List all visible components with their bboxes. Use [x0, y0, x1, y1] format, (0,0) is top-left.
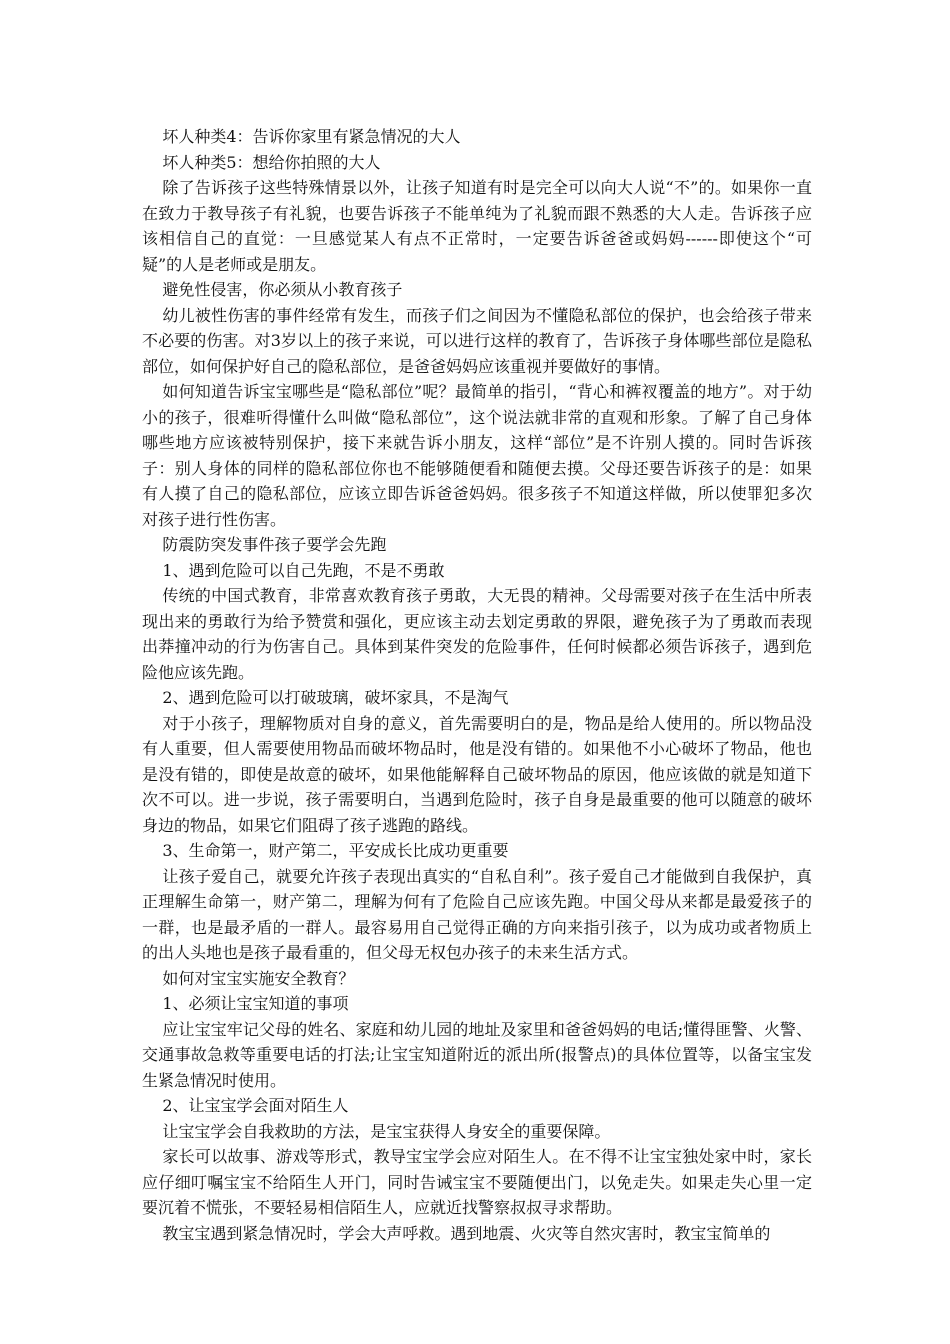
- paragraph: 坏人种类4：告诉你家里有紧急情况的大人: [162, 127, 461, 146]
- list-item-heading: 1、必须让宝宝知道的事项: [162, 994, 349, 1013]
- paragraph: 家长可以故事、游戏等形式，教导宝宝学会应对陌生人。在不得不让宝宝独处家中时，家长应仔细叮嘱宝宝不给陌生人开门，同时告诫宝宝不要随便出门，以免走失。如果走失心里一定要沉着不慌张，不要轻易相信陌生人，应就近找警察叔叔寻求帮助。: [142, 1147, 812, 1217]
- list-item-heading: 2、让宝宝学会面对陌生人: [162, 1096, 349, 1115]
- paragraph: 应让宝宝牢记父母的姓名、家庭和幼儿园的地址及家里和爸爸妈妈的电话;懂得匪警、火警、交通事故急救等重要电话的打法;让宝宝知道附近的派出所(报警点)的具体位置等，以备宝宝发生紧急情况时使用。: [142, 1019, 812, 1090]
- paragraph: 让孩子爱自己，就要允许孩子表现出真实的“自私自利”。孩子爱自己才能做到自我保护，真正理解生命第一，财产第二，理解为何有了危险自己应该先跑。中国父母从来都是最爱孩子的一群，也是最矛盾的一群人。最容易用自己觉得正确的方向来指引孩子，以为成功或者物质上的出人头地也是孩子最看重的，但父母无权包办孩子的未来生活方式。: [142, 866, 812, 962]
- list-item-heading: 1、遇到危险可以自己先跑，不是不勇敢: [162, 560, 445, 580]
- list-item-heading: 2、遇到危险可以打破玻璃，破坏家具，不是淘气: [162, 688, 509, 707]
- paragraph: 如何知道告诉宝宝哪些是“隐私部位”呢？最简单的指引，“背心和裤衩覆盖的地方”。对于幼小的孩子，很难听得懂什么叫做“隐私部位”，这个说法就非常的直观和形象。了解了自己身体哪些地方应该被特别保护，接下来就告诉小朋友，这样“部位”是不许别人摸的。同时告诉孩子：别人身体的同样的隐私部位你也不能够随便看和随便去摸。父母还要告诉孩子的是：如果有人摸了自己的隐私部位，应该立即告诉爸爸妈妈。很多孩子不知道这样做，所以使罪犯多次对孩子进行性伤害。: [142, 382, 812, 529]
- paragraph: 对于小孩子，理解物质对自身的意义，首先需要明白的是，物品是给人使用的。所以物品没有人重要，但人需要使用物品而破坏物品时，他是没有错的。如果他不小心破坏了物品，他也是没有错的，即使是故意的破坏，如果他能解释自己破坏物品的原因，他应该做的就是知道下次不可以。进一步说，孩子需要明白，当遇到危险时，孩子自身是最重要的他可以随意的破坏身边的物品，如果它们阻碍了孩子逃跑的路线。: [142, 713, 812, 835]
- list-item-heading: 3、生命第一，财产第二，平安成长比成功更重要: [162, 841, 509, 860]
- paragraph: 坏人种类5：想给你拍照的大人: [162, 152, 381, 172]
- document-body: [142, 124, 812, 1246]
- paragraph: 幼儿被性伤害的事件经常有发生，而孩子们之间因为不懂隐私部位的保护，也会给孩子带来不必要的伤害。对3岁以上的孩子来说，可以进行这样的教育了，告诉孩子身体哪些部位是隐私部位，如何保护好自己的隐私部位，是爸爸妈妈应该重视并要做好的事情。: [142, 305, 812, 376]
- paragraph: 传统的中国式教育，非常喜欢教育孩子勇敢，大无畏的精神。父母需要对孩子在生活中所表现出来的勇敢行为给予赞赏和强化，更应该主动去划定勇敢的界限，避免孩子为了勇敢而表现出莽撞冲动的行为伤害自己。具体到某件突发的危险事件，任何时候都必须告诉孩子，遇到危险他应该先跑。: [142, 586, 812, 682]
- section-heading: 避免性侵害，你必须从小教育孩子: [162, 280, 403, 299]
- paragraph: 教宝宝遇到紧急情况时，学会大声呼救。遇到地震、火灾等自然灾害时，教宝宝简单的: [162, 1223, 771, 1243]
- section-heading: 防震防突发事件孩子要学会先跑: [162, 535, 387, 554]
- section-heading: 如何对宝宝实施安全教育？: [162, 968, 355, 988]
- paragraph: 除了告诉孩子这些特殊情景以外，让孩子知道有时是完全可以向大人说“不”的。如果你一直在致力于教导孩子有礼貌，也要告诉孩子不能单纯为了礼貌而跟不熟悉的大人走。告诉孩子应该相信自己的直觉：一旦感觉某人有点不正常时，一定要告诉爸爸或妈妈------即使这个“可疑”的人是老师或是朋友。: [142, 178, 812, 274]
- paragraph: 让宝宝学会自我救助的方法，是宝宝获得人身安全的重要保障。: [162, 1121, 611, 1141]
